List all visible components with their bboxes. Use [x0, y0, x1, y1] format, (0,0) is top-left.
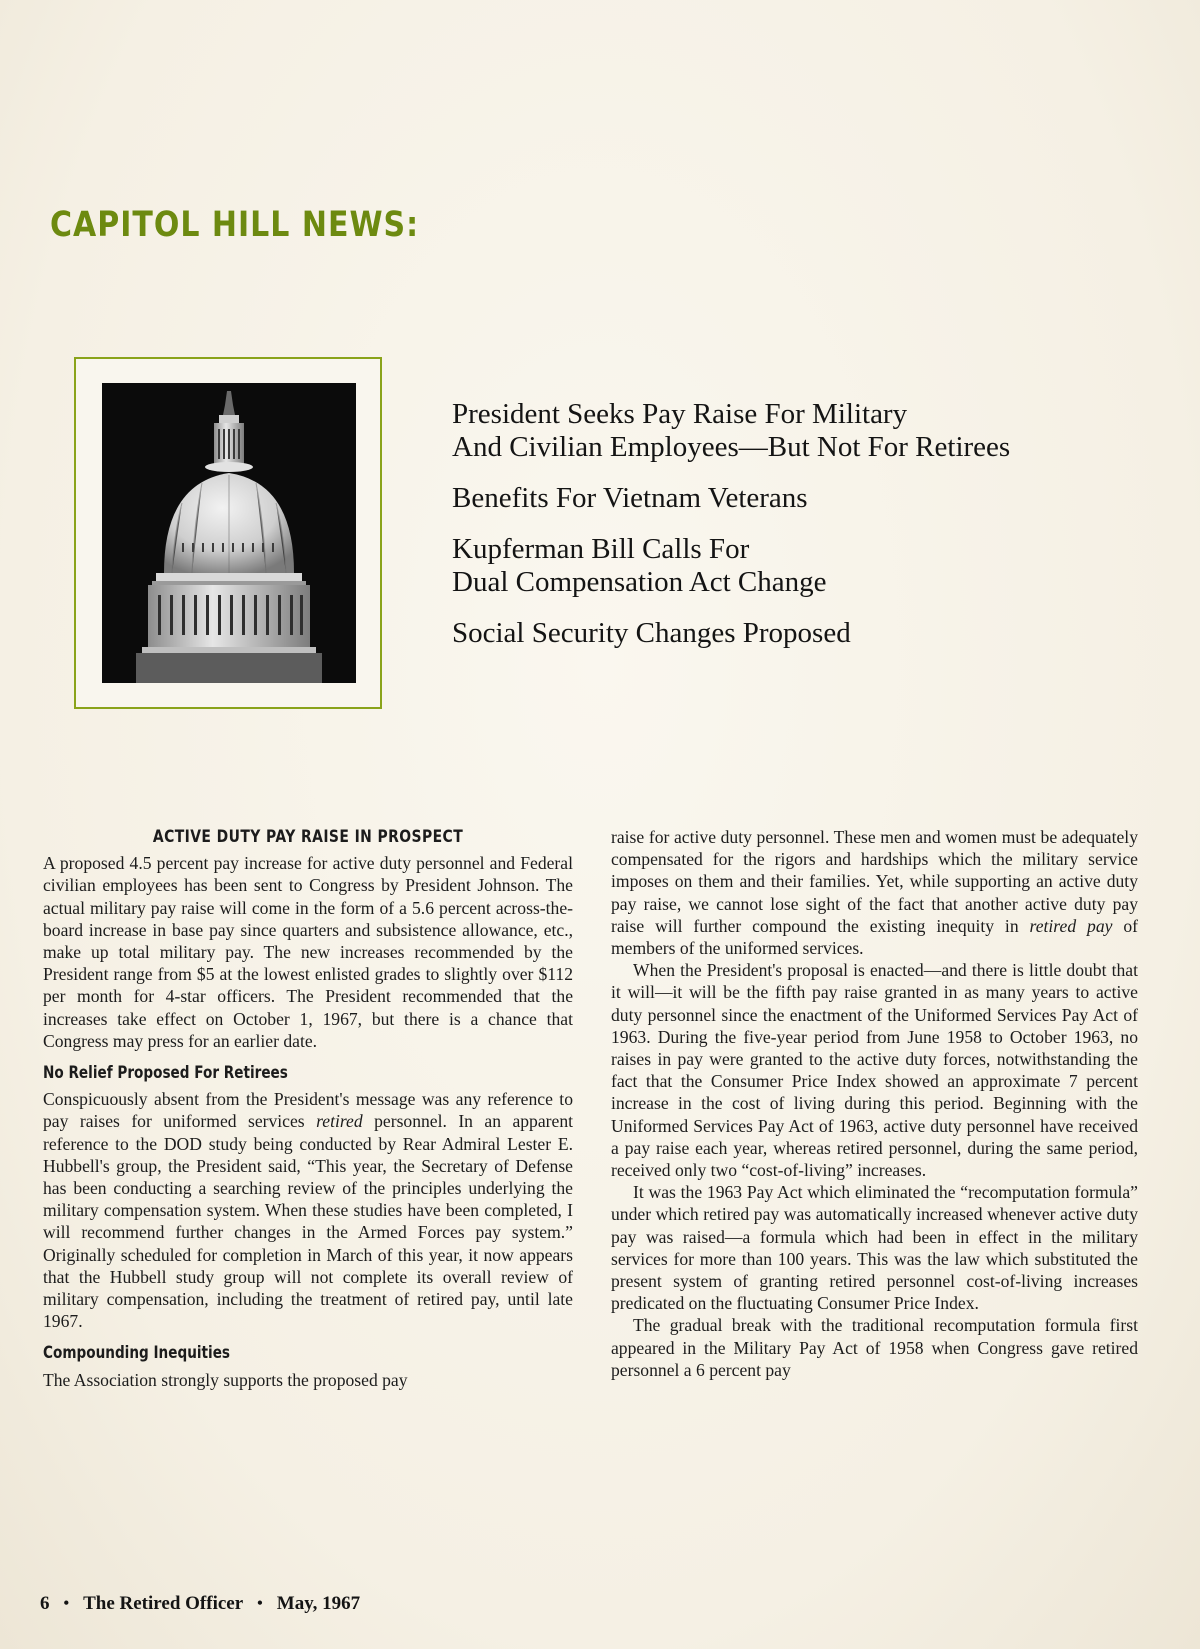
page-footer	[40, 1593, 360, 1615]
italic-run: retired pay	[1029, 915, 1113, 936]
article-paragraph: When the President's proposal is enacted—and there is little doubt that it will—it will be the fifth pay raise granted in as many years to active duty personnel since the enactment of the Uniformed Services Pay Act of 1963. During the five-year period from June 1958 to October 1963, no raises in pay were granted to the active duty forces, notwithstanding the fact that the Consumer Price Index showed an approximate 7 percent increase in the cost of living during this period. Beginning with the Uniformed Services Pay Act of 1963, active duty personnel have received a pay raise each year, whereas retired personnel, during the same period, received only two “cost-of-living” increases.	[611, 960, 1138, 1181]
article-paragraph: The Association strongly supports the proposed pay	[43, 1369, 408, 1390]
headline-list	[452, 398, 1152, 668]
issue-date: May, 1967	[276, 1593, 361, 1614]
subhead-compounding: Compounding Inequities	[43, 1343, 231, 1364]
subhead-no-relief: No Relief Proposed For Retirees	[43, 1063, 288, 1084]
article-column-left	[43, 826, 573, 1391]
text-run: of members of the uniformed services.	[611, 915, 1138, 959]
section-label: CAPITOL HILL NEWS:	[50, 205, 420, 246]
headline-social-security: Social Security Changes Proposed	[452, 617, 851, 649]
capitol-dome-photo	[102, 383, 356, 683]
italic-run: retired	[316, 1111, 363, 1132]
photo-frame	[74, 357, 382, 709]
publication-name: The Retired Officer	[83, 1593, 244, 1614]
article-paragraph	[611, 826, 1138, 959]
article-paragraph	[43, 1088, 573, 1332]
page-number: 6	[40, 1593, 50, 1614]
article-paragraph: A proposed 4.5 percent pay increase for active duty personnel and Federal civilian employees has been sent to Congress by President Johnson. The actual military pay raise will come in the form of a 5.6 percent across-the-board increase in base pay since quarters and subsistence allowance, etc., make up total military pay. The new increases recommended by the President range from $5 at the lowest enlisted grades to slightly over $112 per month for 4-star officers. The President recommended that the increases take effect on October 1, 1967, but there is a chance that Congress may press for an earlier date.	[43, 853, 573, 1051]
headline-kupferman-bill: Kupferman Bill Calls For Dual Compensation Act Change	[452, 533, 827, 598]
capitol-dome-image	[102, 383, 356, 683]
headline-pay-raise: President Seeks Pay Raise For Military And Civilian Employees—But Not For Retirees	[452, 398, 1011, 463]
article-column-right	[611, 826, 1138, 1381]
article-paragraph: It was the 1963 Pay Act which eliminated the “recomputation formula” under which retired pay was automatically increased whenever active duty pay was raised—a formula which had been in effect in the military services for more than 100 years. This was the law which substituted the present system of granting retired personnel cost-of-living increases predicated on the fluctuating Consumer Price Index.	[611, 1182, 1138, 1314]
smallcaps-run: DOD	[163, 1133, 202, 1154]
text-run: Conspicuously absent from the President's message was any reference to pay raises for uniformed services	[43, 1089, 573, 1132]
article-paragraph: The gradual break with the traditional recomputation formula first appeared in the Military Pay Act of 1958 when Congress gave retired personnel a 6 percent pay	[611, 1315, 1138, 1380]
article-title: ACTIVE DUTY PAY RAISE IN PROSPECT	[152, 827, 464, 847]
headline-vietnam-veterans: Benefits For Vietnam Veterans	[452, 482, 808, 514]
text-run: personnel. In an apparent reference to the	[43, 1111, 574, 1154]
footer-separator: •	[257, 1595, 263, 1612]
text-run: raise for active duty personnel. These men and women must be adequately compensated for the rigors and hardships which the military service imposes on them and their families. Yet, while supporting an active duty pay raise, we cannot lose sight of the fact that another active duty pay raise will further compound the existing inequity in	[611, 827, 1138, 936]
text-run: study being conducted by Rear Admiral Lester E. Hubbell's group, the President said, “This year, the Secretary of Defense has been conducting a searching review of the principles underlying the military compensation system. When these studies have been completed, I will recommend further changes in the Armed Forces pay system.” Originally scheduled for completion in March of this year, it now appears that the Hubbell study group will not complete its overall review of military compensation, including the treatment of retired pay, until late 1967.	[43, 1133, 573, 1332]
footer-separator: •	[63, 1595, 70, 1612]
